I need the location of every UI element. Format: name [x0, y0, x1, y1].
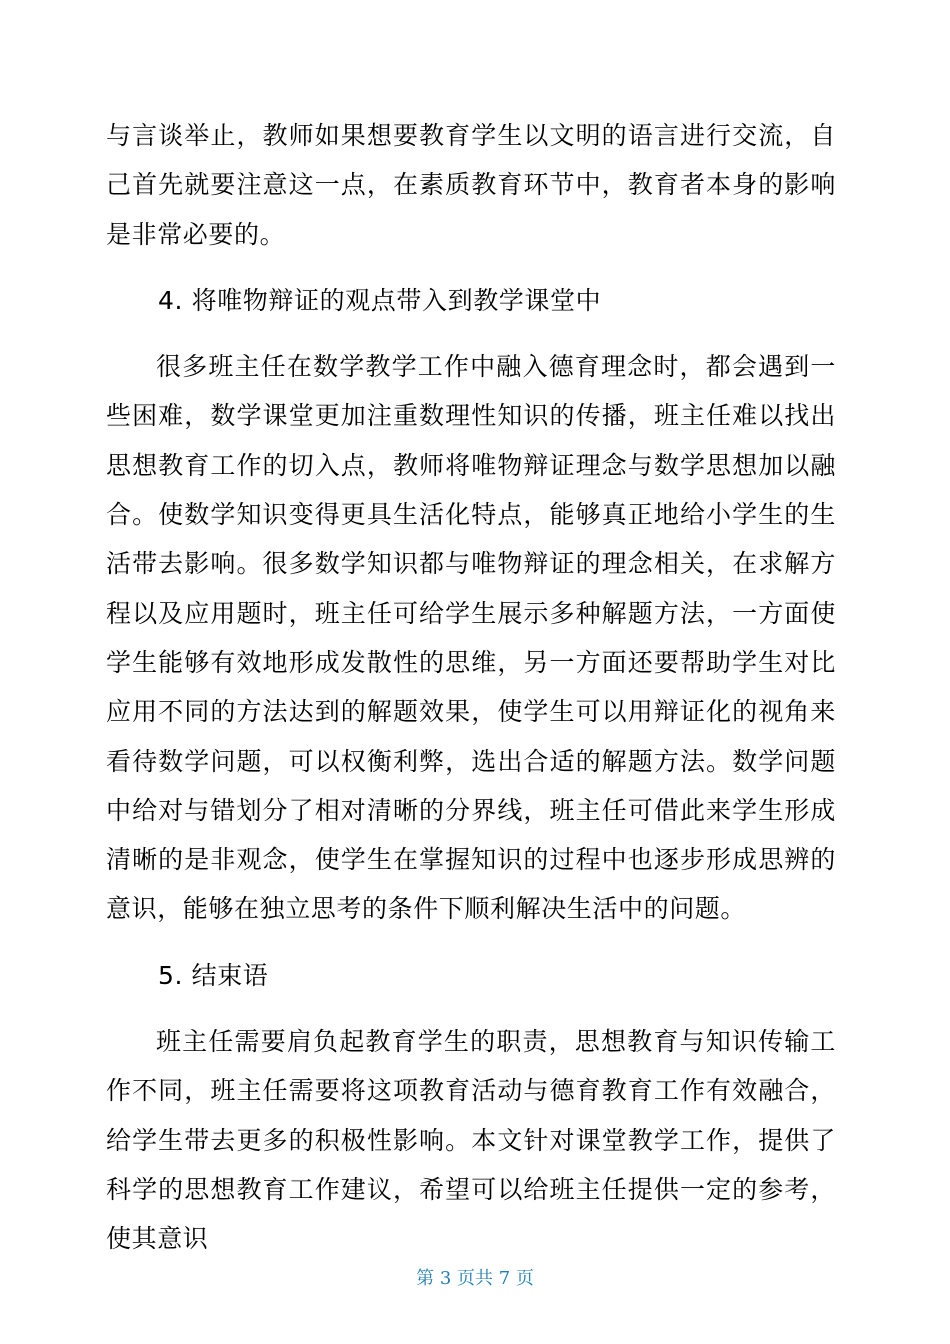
page-number-footer: 第 3 页共 7 页 [416, 1268, 534, 1289]
section-heading-5: 5. 结束语 [158, 960, 269, 990]
paragraph-section-4: 很多班主任在数学教学工作中融入德育理念时，都会遇到一些困难，数学课堂更加注重数理性知识的传播，班主任难以找出思想教育工作的切入点，教师将唯物辩证理念与数学思想加以融合。使数学知识变得更具生活化特点，能够真正地给小学生的生活带去影响。很多数学知识都与唯物辩证的理念相关，在求解方程以及应用题时，班主任可给学生展示多种解题方法，一方面使学生能够有效地形成发散性的思维，另一方面还要帮助学生对比应用不同的方法达到的解题效果，使学生可以用辩证化的视角来看待数学问题，可以权衡利弊，选出合适的解题方法。数学问题中给对与错划分了相对清晰的分界线，班主任可借此来学生形成清晰的是非观念，使学生在掌握知识的过程中也逐步形成思辨的意识，能够在独立思考的条件下顺利解决生活中的问题。 [106, 352, 836, 924]
section-heading-4: 4. 将唯物辩证的观点带入到教学课堂中 [158, 285, 602, 315]
paragraph-conclusion: 班主任需要肩负起教育学生的职责，思想教育与知识传输工作不同，班主任需要将这项教育活动与德育教育工作有效融合，给学生带去更多的积极性影响。本文针对课堂教学工作，提供了科学的思想教育工作建议，希望可以给班主任提供一定的参考，使其意识 [106, 1027, 836, 1254]
document-body [106, 111, 836, 1281]
paragraph-continuation: 与言谈举止，教师如果想要教育学生以文明的语言进行交流，自己首先就要注意这一点，在素质教育环节中，教育者本身的影响是非常必要的。 [106, 121, 836, 249]
